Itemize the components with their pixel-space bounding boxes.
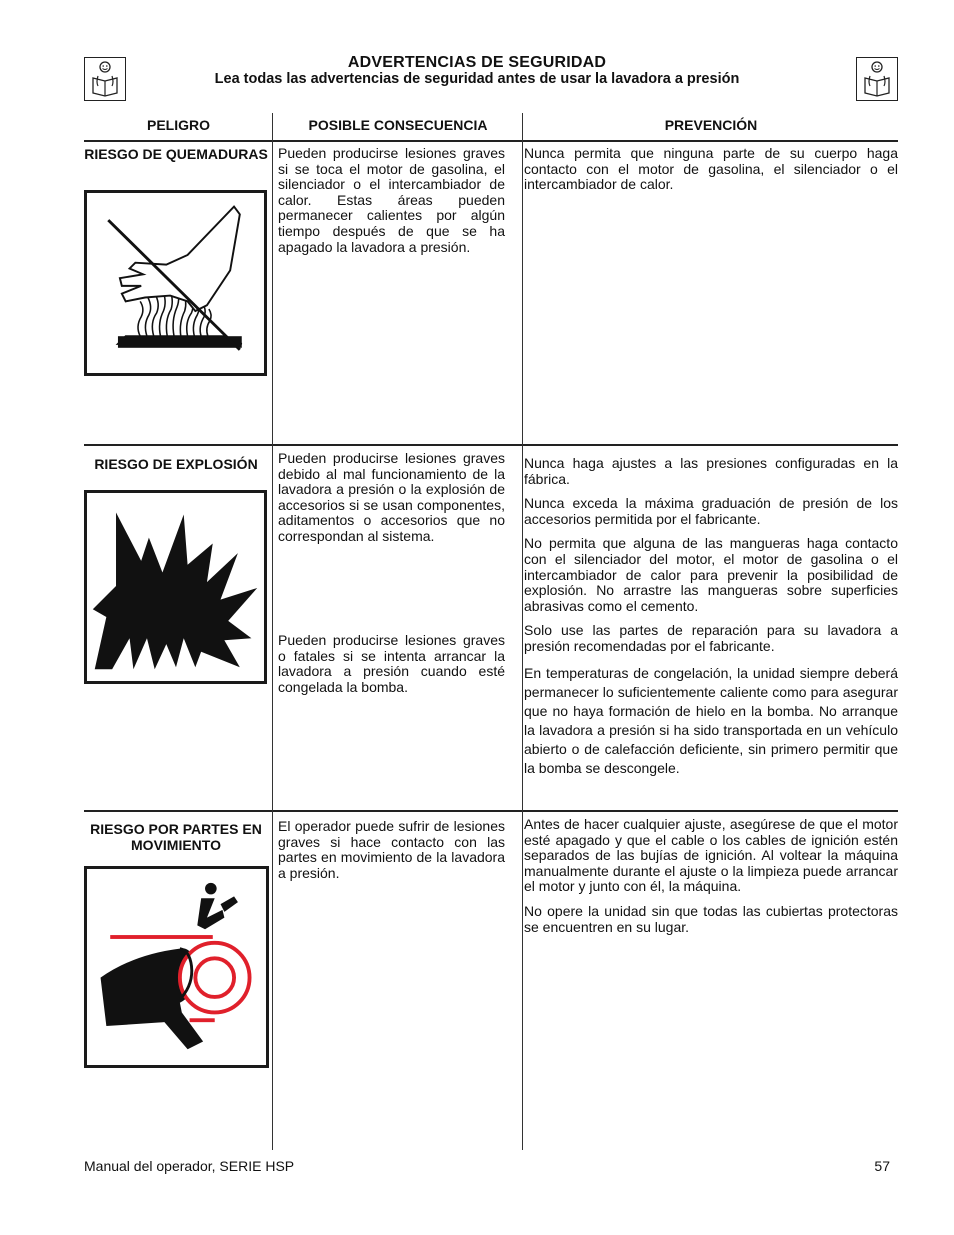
- prevention-text: No permita que alguna de las mangueras haga contacto con el silenciador del motor, el motor de gasolina o el intercambiador de calor para prevenir la posibilidad de explosión. No arrastre las mangueras sobre superficies abrasivas como el cemento.: [524, 535, 898, 614]
- prevention-list-burn: [524, 146, 898, 202]
- hazard-title-burn: RIESGO DE QUEMADURAS: [84, 146, 268, 162]
- prevention-text: Nunca exceda la máxima graduación de presión de los accesorios permitida por el fabricante.: [524, 495, 898, 527]
- column-header-prevencion: PREVENCIÓN: [664, 117, 758, 133]
- hazard-title-moving-parts: RIESGO POR PARTES EN MOVIMIENTO: [90, 821, 262, 853]
- column-divider: [272, 113, 273, 1150]
- column-header-consecuencia: POSIBLE CONSECUENCIA: [308, 117, 488, 133]
- prevention-text: En temperaturas de congelación, la unidad siempre deberá permanecer lo suficientemente caliente como para asegurar que no haya formación de hielo en la bomba. No arranque la lavadora a presión si ha sido transportada en un vehículo abierto o de calefacción deficiente, sin primero permitir que la bomba se descongele.: [524, 664, 898, 776]
- row-divider: [84, 444, 898, 446]
- prevention-list-moving-parts: [524, 817, 898, 944]
- moving-parts-hazard-icon: [84, 866, 269, 1068]
- page-number: 57: [874, 1158, 890, 1174]
- page-title: ADVERTENCIAS DE SEGURIDAD: [347, 54, 607, 71]
- prevention-list-explosion: [524, 456, 898, 778]
- consequence-text: Pueden producirse lesiones graves debido al mal funcionamiento de la lavadora a presión o la explosión de accesorios si se usan componentes, aditamentos o accesorios que no correspondan al sistema.: [278, 450, 505, 544]
- consequence-text: El operador puede sufrir de lesiones graves si hace contacto con las partes en movimiento de la lavadora a presión.: [278, 818, 505, 881]
- prevention-text: Nunca haga ajustes a las presiones configuradas en la fábrica.: [524, 455, 898, 487]
- column-divider: [522, 113, 523, 1150]
- table-header-divider: [84, 140, 898, 142]
- page-subtitle: Lea todas las advertencias de seguridad antes de usar la lavadora a presión: [214, 71, 740, 87]
- explosion-hazard-icon: [84, 490, 267, 684]
- burn-hazard-icon: [84, 190, 267, 376]
- footer-manual-title: Manual del operador, SERIE HSP: [84, 1158, 295, 1174]
- prevention-text: Solo use las partes de reparación para su lavadora a presión recomendadas por el fabricante.: [524, 622, 898, 654]
- hazard-title-explosion: RIESGO DE EXPLOSIÓN: [94, 456, 258, 472]
- consequence-text: Pueden producirse lesiones graves o fatales si se intenta arrancar la lavadora a presión cuando esté congelada la bomba.: [278, 632, 505, 695]
- row-divider: [84, 810, 898, 812]
- prevention-text: Antes de hacer cualquier ajuste, asegúrese de que el motor esté apagado y que el cable o los cables de ignición estén separados de las bujías de ignición. Al voltear la máquina manualmente durante el ajuste o la limpieza puede arrancar el motor y junto con él, la máquina.: [524, 816, 898, 895]
- prevention-text: No opere la unidad sin que todas las cubiertas protectoras se encuentren en su lugar.: [524, 902, 898, 935]
- column-header-peligro: PELIGRO: [146, 117, 210, 133]
- prevention-text: Nunca permita que ninguna parte de su cuerpo haga contacto con el motor de gasolina, el silenciador o el intercambiador de calor.: [524, 145, 898, 193]
- consequence-text: Pueden producirse lesiones graves si se toca el motor de gasolina, el silenciador o el intercambiador de calor. Estas áreas pueden permanecer calientes por algún tiempo después de que se ha apagado la lavadora a presión.: [278, 145, 505, 255]
